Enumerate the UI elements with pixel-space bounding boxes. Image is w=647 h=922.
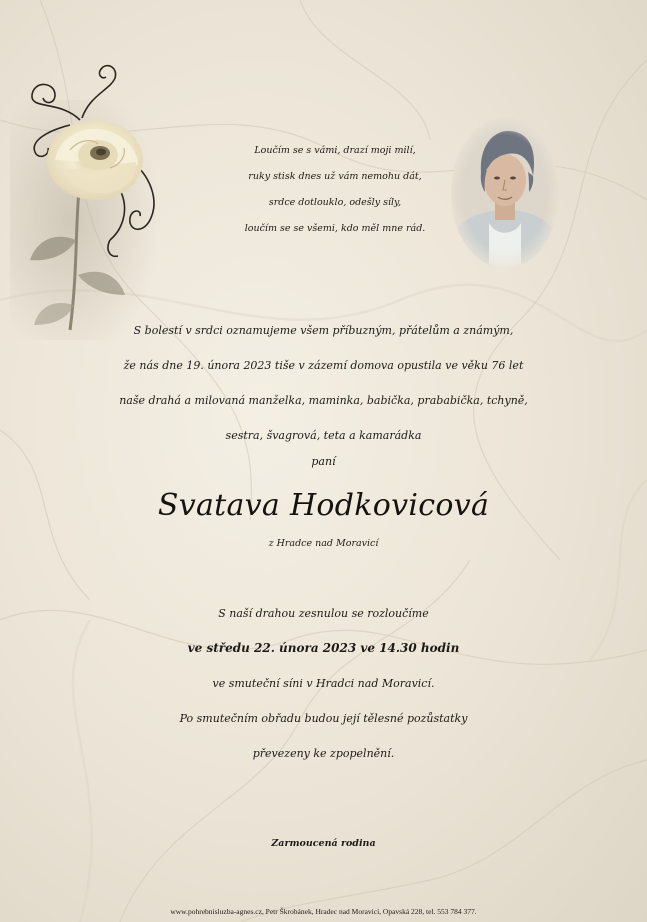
poem-line: ruky stisk dnes už vám nemohu dát,: [248, 171, 422, 182]
announcement-line: sestra, švagrová, teta a kamarádka: [225, 429, 422, 442]
farewell-note: převezeny ke zpopelnění.: [252, 747, 395, 760]
rose-flourish-icon: [10, 40, 210, 340]
honorific: paní: [311, 455, 336, 468]
announcement: [60, 313, 587, 453]
farewell-note: Po smutečním obřadu budou její tělesné pozůstatky: [179, 712, 468, 725]
poem: [215, 138, 455, 242]
announcement-line: S bolestí v srdci oznamujeme všem příbuzným, přátelům a známým,: [133, 324, 514, 337]
poem-line: loučím se se všemi, kdo měl mne rád.: [244, 223, 426, 234]
deceased-origin: z Hradce nad Moravicí: [268, 538, 379, 549]
poem-line: Loučím se s vámi, drazí moji milí,: [254, 145, 416, 156]
farewell-details: [60, 596, 587, 771]
announcement-line: že nás dne 19. února 2023 tiše v zázemí domova opustila ve věku 76 let: [123, 359, 524, 372]
signature: Zarmoucená rodina: [271, 838, 376, 849]
footer-contact: www.pohrebnisluzba-agnes.cz, Petr Škrobánek, Hradec nad Moravicí, Opavská 228, tel. 553 784 377.: [170, 907, 477, 916]
deceased-name: Svatava Hodkovicová: [157, 488, 490, 523]
announcement-line: naše drahá a milovaná manželka, maminka, babička, prababička, tchyně,: [119, 394, 528, 407]
farewell-intro: S naší drahou zesnulou se rozloučíme: [218, 607, 429, 620]
ceremony-datetime: ve středu 22. února 2023 ve 14.30 hodin: [187, 641, 460, 655]
ceremony-place: ve smuteční síni v Hradci nad Moravicí.: [212, 677, 435, 690]
poem-line: srdce dotlouklo, odešly síly,: [268, 197, 402, 208]
portrait-photo: [451, 118, 559, 268]
